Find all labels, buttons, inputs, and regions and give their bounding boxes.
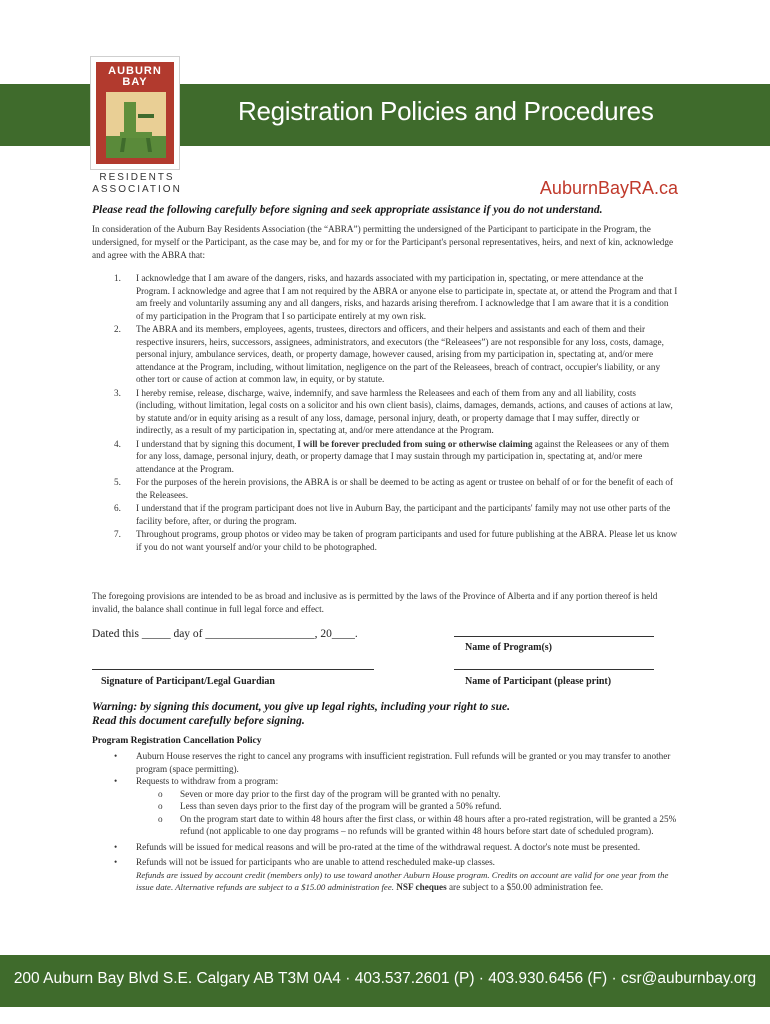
foregoing-paragraph: The foregoing provisions are intended to be as broad and inclusive as is permitted by the laws of the Province of Alberta and if any portion thereof is held invalid, the balance shall continue in full legal force and effect. [92, 591, 658, 614]
logo-wordmark: AUBURN BAY [108, 65, 162, 88]
list-item: • Requests to withdraw from a program: [114, 776, 279, 786]
list-item: o Seven or more day prior to the first day of the program will be granted with no penalty. [158, 788, 501, 799]
list-item: • Auburn House reserves the right to cancel any programs with insufficient registration. Full refunds will be granted or you may transfer to another program (space permitting). [114, 751, 671, 774]
guardian-signature-label: Signature of Participant/Legal Guardian [101, 676, 275, 687]
cancellation-policy [92, 750, 678, 894]
list-item: 7. Throughout programs, group photos or video may be taken of program participants and used for future publishing at the ABRA. Please let us know if you do not want yourself and/or your child to be photographed. [114, 529, 678, 552]
website-link[interactable]: AuburnBayRA.ca [539, 178, 678, 198]
guardian-signature-line[interactable] [92, 668, 374, 670]
list-item: • Refunds will be issued for medical reasons and will be pro-rated at the time of the withdrawal request. A doctor's note must be presented. [114, 841, 641, 852]
logo-emblem [96, 62, 174, 164]
acknowledgement-list [92, 272, 678, 553]
footer-contact: 200 Auburn Bay Blvd S.E. Calgary AB T3M 0A4 · 403.537.2601 (P) · 403.930.6456 (F) · csr@auburnbay.org [13, 970, 757, 987]
intro-paragraph: In consideration of the Auburn Bay Residents Association (the “ABRA”) permitting the undersigned of the Participant to participate in the Program, the undersigned, for myself or the Participant, as the case may be, and for my or for the Participant's personal representatives, heirs, and next of kin, acknowledge and agree with the ABRA that: [92, 224, 674, 260]
association-logo [90, 56, 180, 170]
list-item: o Less than seven days prior to the first day of the program will be granted a 50% refund. [158, 801, 502, 811]
list-item: 6. I understand that if the program participant does not live in Auburn Bay, the participant and the participants' family may not use other parts of the facility before, after, or during the program. [114, 503, 671, 526]
logo-chair-icon [106, 92, 166, 158]
list-item: 1. I acknowledge that I am aware of the dangers, risks, and hazards associated with my participation in, spectating, or mere attendance at the Program. I acknowledge and agree that I am not required by the ABRA or anyone else to participate in, spectate at, or attend the Program and that I am freely and voluntarily assuming any and all dangers, risks, and hazards arising therefrom. I acknowledge that I am aware that it is a condition of my participation in the Program that I so participate entirely at my own risk. [114, 273, 678, 321]
list-item: 4. I understand that by signing this document, I will be forever precluded from suing or otherwise claiming against the Releasees or any of them for any loss, damage, personal injury, death, or property damage that I may sustain through my participation in, spectating at, and/or mere attendance at the Program. [114, 438, 669, 474]
list-item: 2. The ABRA and its members, employees, agents, trustees, directors and officers, and their helpers and assistants and each of them and their respective insurers, heirs, successors, assignees, administrators, and executors (the “Releasees”) are not responsible for any loss, costs, damage, personal injury, ambulance services, death, or property damage, however caused, arising from my participation in, spectating at, and/or mere attendance at the Program, including, without limitation, negligence on the part of the Releasees, breach of contract, occupier's liability, or any other tort or cause of action at common law, in equity, or by statute. [114, 324, 664, 384]
program-name-line[interactable] [454, 635, 654, 637]
list-item: • Refunds will not be issued for participants who are unable to attend rescheduled make-up classes. [114, 857, 495, 867]
logo-subtitle: RESIDENTS ASSOCIATION [92, 172, 182, 195]
list-item: o On the program start date to within 48 hours after the first class, or within 48 hours after a pro-rated registration, will be granted a 25% refund (not applicable to one day programs – no refunds will be granted within 48 hours before start date of scheduled program). [158, 813, 677, 836]
participant-name-line[interactable] [454, 668, 654, 670]
warning-text: Warning: by signing this document, you give up legal rights, including your right to sue. Read this document carefully before signing. [92, 701, 511, 727]
program-name-label: Name of Program(s) [465, 642, 553, 653]
dated-line[interactable]: Dated this _____ day of ___________________, 20____. [92, 628, 358, 640]
list-item: 3. I hereby remise, release, discharge, waive, indemnify, and save harmless the Releasees and each of them from any and all liability, costs (including, without limitation, legal costs on a solicitor and his own client basis), claims, damages, demands, actions, and causes of actions at law, by statute and/or in equity arising as a result of any loss, damage, personal injury, death, or property damage that I may suffer, directly or indirectly, as a result of my participation in, spectating at, and/or mere attendance at the Program. [114, 387, 673, 435]
list-item: 5. For the purposes of the herein provisions, the ABRA is or shall be deemed to be acting as agent or trustee on behalf of or for the benefit of each of the Releasees. [114, 477, 674, 500]
intro-heading: Please read the following carefully before signing and seek appropriate assistance if you do not understand. [92, 204, 603, 216]
participant-name-label: Name of Participant (please print) [465, 676, 612, 687]
refund-note: Refunds are issued by account credit (members only) to use toward another Auburn House program. Credits on account are valid for one year from the issue date. Alternative refunds are subject to a $15.00 administration fee. NSF cheques are subject to a $50.00 administration fee. [136, 869, 669, 892]
page-title: Registration Policies and Procedures [238, 96, 654, 126]
cancellation-title: Program Registration Cancellation Policy [92, 736, 262, 746]
